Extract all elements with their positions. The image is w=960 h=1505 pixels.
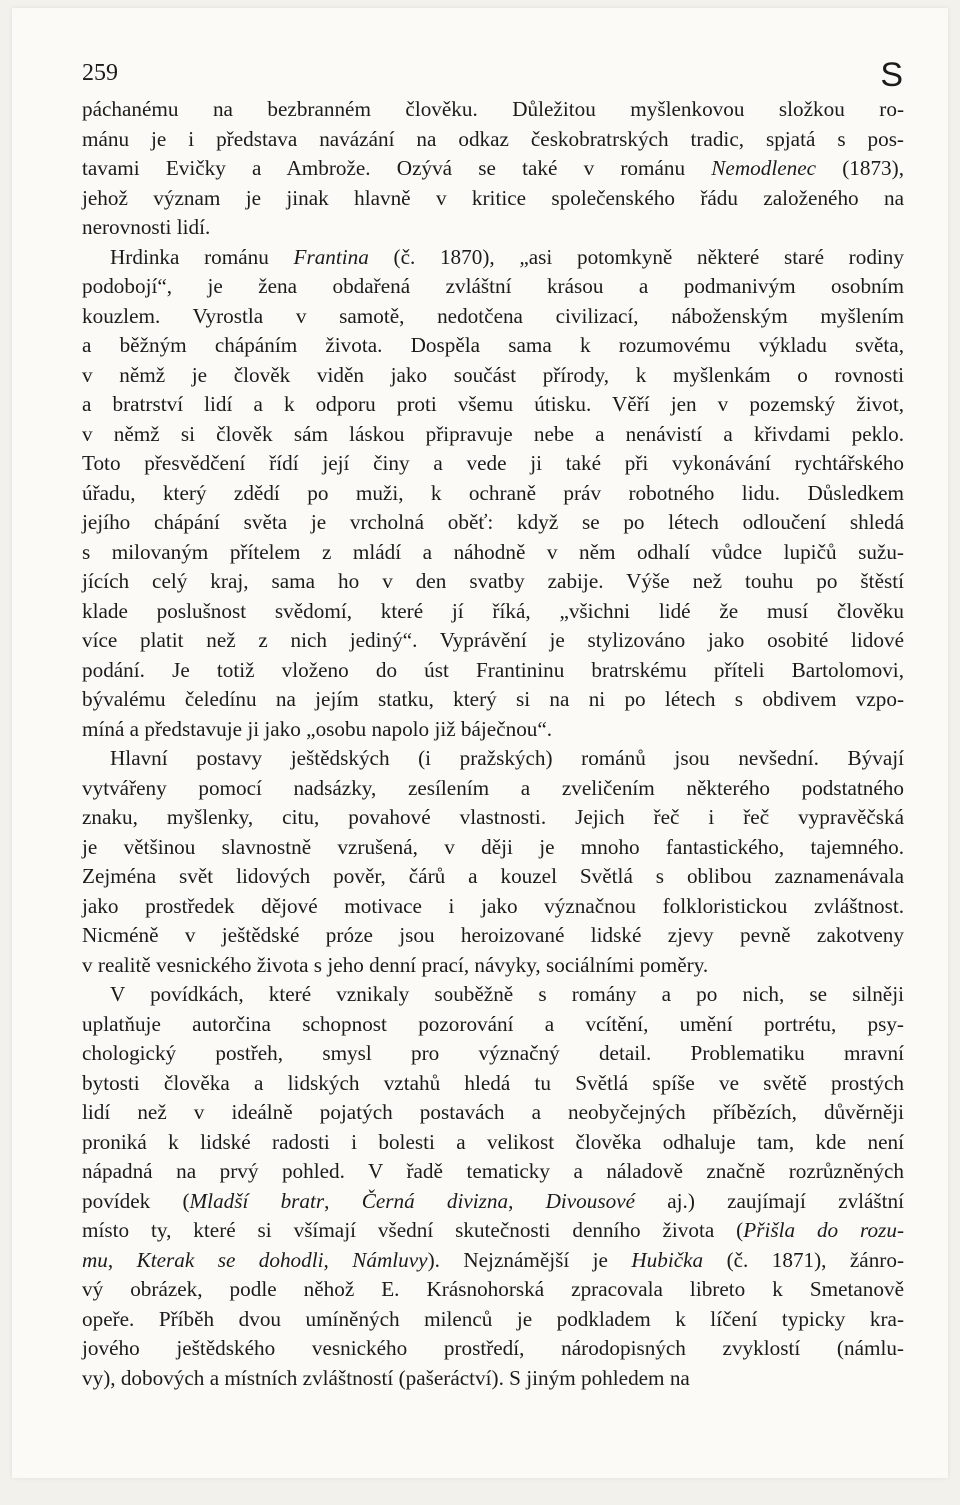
text-line: Zejména svět lidových pověr, čárů a kouzel Světlá s oblibou zaznamenávala [82, 864, 904, 888]
paragraph [82, 744, 904, 980]
paragraph [82, 95, 904, 243]
text-line: míná a představuje ji jako „osobu napolo již báječnou“. [82, 716, 553, 741]
paragraph [82, 243, 904, 745]
text-line: vytvářeny pomocí nadsázky, zesílením a zveličením některého podstatného [82, 775, 904, 800]
text-line: jového ještědského vesnického prostředí, národopisných zvyklostí (námlu- [82, 1336, 904, 1360]
text-line: místo ty, které si všímají všední skutečnosti denního života (Přišla do rozu- [82, 1218, 904, 1242]
text-line: více platit než z nich jediný“. Vyprávění je stylizováno jako osobité lidové [82, 628, 904, 652]
text-line: mu, Kterak se dohodli, Námluvy). Nejznámější je Hubička (č. 1871), žánro- [82, 1247, 905, 1272]
text-line: podobojí“, je žena obdařená zvláštní krásou a podmanivým osobním [82, 274, 904, 298]
text-line: úřadu, který zdědí po muži, k ochraně práv robotného lidu. Důsledkem [82, 480, 904, 505]
text-line: Hrdinka románu Frantina (č. 1870), „asi potomkyně některé staré rodiny [110, 244, 904, 269]
text-line: bývalému čeledínu na jejím statku, který si na ni po létech s obdivem vzpo- [82, 687, 904, 711]
paragraph [82, 980, 904, 1393]
text-line: bytosti člověka a lidských vztahů hledá tu Světlá spíše ve světě prostých [82, 1070, 904, 1095]
text-line: tavami Evičky a Ambrože. Ozývá se také v románu Nemodlenec (1873), [82, 156, 904, 180]
text-line: a běžným chápáním života. Dospěla sama k rozumovému výkladu světa, [82, 333, 904, 357]
text-line: proniká k lidské radosti i bolesti a velikost člověka odhaluje tam, kde není [82, 1129, 904, 1154]
text-line: jehož význam je jinak hlavně v kritice společenského řádu založeného na [82, 185, 904, 210]
text-line: Toto přesvědčení řídí její činy a vede ji také při vykonávání rychtářského [82, 451, 904, 475]
text-line: mánu je i představa navázání na odkaz českobratrských tradic, spjatá s pos- [82, 126, 904, 151]
text-line: klade poslušnost svědomí, které jí říká, „všichni lidé že musí člověku [82, 598, 904, 623]
text-line: v realitě vesnického života s jeho denní prací, návyky, sociálními poměry. [82, 952, 709, 977]
text-line: jako prostředek dějové motivace i jako význačnou folkloristickou zvláštnost. [82, 893, 904, 918]
text-line: podání. Je totiž vloženo do úst Frantininu bratrskému příteli Bartolomovi, [82, 657, 904, 682]
text-line: je většinou slavnostně vzrušená, v ději je mnoho fantastického, tajemného. [82, 834, 904, 859]
text-line: Hlavní postavy ještědských (i pražských) románů jsou nevšední. Bývají [110, 746, 904, 770]
text-line: jících celý kraj, sama ho v den svatby zabije. Výše než touhu po štěstí [82, 569, 904, 593]
text-line: v němž je člověk viděn jako součást přírody, k myšlenkám o rovnosti [82, 362, 904, 387]
book-page [12, 8, 948, 1478]
text-line: jejího chápání světa je vrcholná oběť: když se po létech odloučení shledá [82, 510, 904, 534]
text-line: kouzlem. Vyrostla v samotě, nedotčena civilizací, náboženským myšlením [82, 303, 904, 328]
text-line: v němž si člověk sám láskou připravuje nebe a nenávistí a křivdami peklo. [82, 421, 904, 446]
text-line: a bratrství lidí a k odporu proti všemu útisku. Věří jen v pozemský život, [82, 392, 904, 416]
body-text [82, 95, 904, 1393]
text-line: s milovaným přítelem z mládí a náhodně v něm odhalí vůdce lupičů sužu- [82, 539, 904, 564]
text-line: lidí než v ideálně pojatých postavách a neobyčejných příbězích, důvěrněji [82, 1100, 904, 1124]
text-line: uplatňuje autorčina schopnost pozorování a vcítění, umění portrétu, psy- [82, 1011, 904, 1036]
section-letter: S [880, 56, 904, 94]
text-line: Nicméně v ještědské próze jsou heroizované lidské zjevy pevně zakotveny [82, 923, 904, 947]
text-line: nerovnosti lidí. [82, 215, 211, 239]
page-header [82, 56, 904, 96]
text-line: chologický postřeh, smysl pro význačný detail. Problematiku mravní [82, 1041, 904, 1065]
text-line: povídek (Mladší bratr, Černá divizna, Divousové aj.) zaujímají zvláštní [82, 1188, 905, 1213]
text-line: V povídkách, které vznikaly souběžně s romány a po nich, se silněji [110, 982, 904, 1006]
text-line: opeře. Příběh dvou umíněných milenců je podkladem k líčení typicky kra- [82, 1306, 904, 1331]
text-line: vý obrázek, podle něhož E. Krásnohorská zpracovala libreto k Smetanově [82, 1277, 904, 1301]
text-line: vy), dobových a místních zvláštností (pašeráctví). S jiným pohledem na [82, 1365, 690, 1390]
text-line: znaku, myšlenky, citu, povahové vlastnosti. Jejich řeč i řeč vypravěčská [82, 805, 904, 829]
text-line: páchanému na bezbranném člověku. Důležitou myšlenkovou složkou ro- [82, 97, 904, 121]
page-number: 259 [82, 60, 118, 86]
text-line: nápadná na prvý pohled. V řadě tematicky a náladově značně rozrůzněných [82, 1159, 904, 1183]
